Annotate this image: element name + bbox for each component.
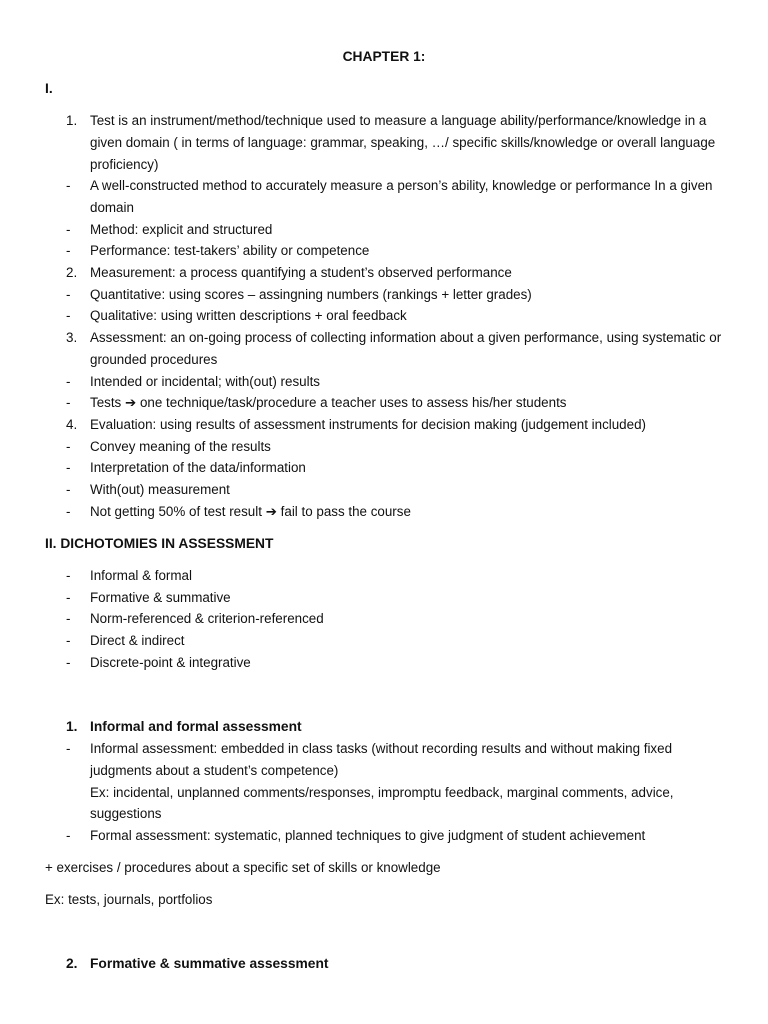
- list-item: [0, 630, 768, 652]
- list-marker: -: [66, 439, 71, 454]
- list-item: [0, 219, 768, 241]
- list-marker: -: [66, 222, 71, 237]
- list-marker: -: [66, 741, 71, 756]
- text-segment: Not getting 50% of test result: [90, 504, 262, 519]
- note-paragraph: + exercises / procedures about a specific set of skills or knowledge: [45, 860, 441, 875]
- subsection-title: Formative & summative assessment: [90, 956, 329, 971]
- list-marker: -: [66, 633, 71, 648]
- list-marker: 2.: [66, 265, 78, 280]
- list-item-text: Interpretation of the data/information: [90, 460, 306, 475]
- subsection-title: Informal and formal assessment: [90, 719, 302, 734]
- list-item: [0, 240, 768, 262]
- list-item-text: Norm-referenced & criterion-referenced: [90, 611, 324, 626]
- chapter-title: CHAPTER 1:: [342, 49, 426, 64]
- list-item-text: Discrete-point & integrative: [90, 655, 251, 670]
- subsection-2-heading: [0, 953, 768, 975]
- list-item: [0, 305, 768, 327]
- list-item: [0, 262, 768, 284]
- list-item: [0, 436, 768, 458]
- arrow-icon: ➔: [265, 504, 277, 519]
- text-segment: one technique/task/procedure a teacher uses to assess his/her students: [139, 395, 567, 410]
- list-item: [0, 608, 768, 630]
- list-item: [0, 738, 768, 825]
- list-item-text: [90, 392, 725, 414]
- list-item-text: Measurement: a process quantifying a student’s observed performance: [90, 265, 512, 280]
- section-1-heading: I.: [45, 81, 53, 96]
- list-item: [0, 371, 768, 393]
- subsection-1-heading: [0, 716, 768, 738]
- list-item: [0, 327, 768, 371]
- list-marker: -: [66, 655, 71, 670]
- list-item-text: Formal assessment: systematic, planned techniques to give judgment of student achievement: [90, 828, 646, 843]
- list-marker: -: [66, 308, 71, 323]
- list-item: [0, 652, 768, 674]
- list-item-text: Informal assessment: embedded in class tasks (without recording results and without making fixed judgments about a student’s competence): [90, 741, 673, 778]
- arrow-icon: ➔: [125, 395, 137, 410]
- list-item: [0, 825, 768, 847]
- list-item: [0, 392, 768, 414]
- list-item-text: Assessment: an on-going process of collecting information about a given performance, using systematic or grounded procedures: [90, 330, 722, 367]
- list-marker: -: [66, 828, 71, 843]
- list-item: [0, 414, 768, 436]
- list-item: [0, 110, 768, 175]
- list-marker: -: [66, 460, 71, 475]
- list-item-text: Evaluation: using results of assessment instruments for decision making (judgement included): [90, 417, 646, 432]
- list-item-text: Test is an instrument/method/technique used to measure a language ability/performance/knowledge in a given domain ( in terms of language: grammar, speaking, …/ specific skills/knowledge or overall language proficiency): [90, 113, 716, 172]
- list-marker: -: [66, 287, 71, 302]
- list-item: [0, 175, 768, 219]
- text-segment: fail to pass the course: [280, 504, 411, 519]
- list-item-example: Ex: incidental, unplanned comments/responses, impromptu feedback, marginal comments, advice, suggestions: [90, 784, 674, 822]
- list-marker: 3.: [66, 330, 78, 345]
- list-item: [0, 479, 768, 501]
- list-item-text: Quantitative: using scores – assingning numbers (rankings + letter grades): [90, 287, 532, 302]
- subsection-number: 1.: [66, 719, 78, 734]
- text-segment: Tests: [90, 395, 122, 410]
- list-marker: -: [66, 568, 71, 583]
- list-item-text: Method: explicit and structured: [90, 222, 273, 237]
- list-marker: -: [66, 504, 71, 519]
- list-item-text: A well-constructed method to accurately measure a person’s ability, knowledge or performance In a given domain: [90, 178, 713, 215]
- list-marker: -: [66, 611, 71, 626]
- list-item-text: Informal & formal: [90, 568, 192, 583]
- subsection-number: 2.: [66, 956, 78, 971]
- list-item: [0, 565, 768, 587]
- list-item: [0, 501, 768, 523]
- list-marker: -: [66, 374, 71, 389]
- list-marker: -: [66, 178, 71, 193]
- list-marker: -: [66, 395, 71, 410]
- note-paragraph: Ex: tests, journals, portfolios: [45, 892, 213, 907]
- list-item-text: Performance: test-takers’ ability or competence: [90, 243, 370, 258]
- list-item: [0, 457, 768, 479]
- list-marker: -: [66, 590, 71, 605]
- list-item-text: Intended or incidental; with(out) results: [90, 374, 320, 389]
- list-item-text: Qualitative: using written descriptions + oral feedback: [90, 308, 407, 323]
- list-marker: -: [66, 482, 71, 497]
- list-item-text: Convey meaning of the results: [90, 439, 271, 454]
- list-item: [0, 284, 768, 306]
- list-marker: 1.: [66, 113, 78, 128]
- list-item: [0, 587, 768, 609]
- list-item-text: Formative & summative: [90, 590, 231, 605]
- section-2-heading: II. DICHOTOMIES IN ASSESSMENT: [45, 536, 274, 551]
- list-item-text: With(out) measurement: [90, 482, 230, 497]
- list-marker: -: [66, 243, 71, 258]
- list-marker: 4.: [66, 417, 78, 432]
- list-item-text: [90, 501, 725, 523]
- list-item-text: Direct & indirect: [90, 633, 185, 648]
